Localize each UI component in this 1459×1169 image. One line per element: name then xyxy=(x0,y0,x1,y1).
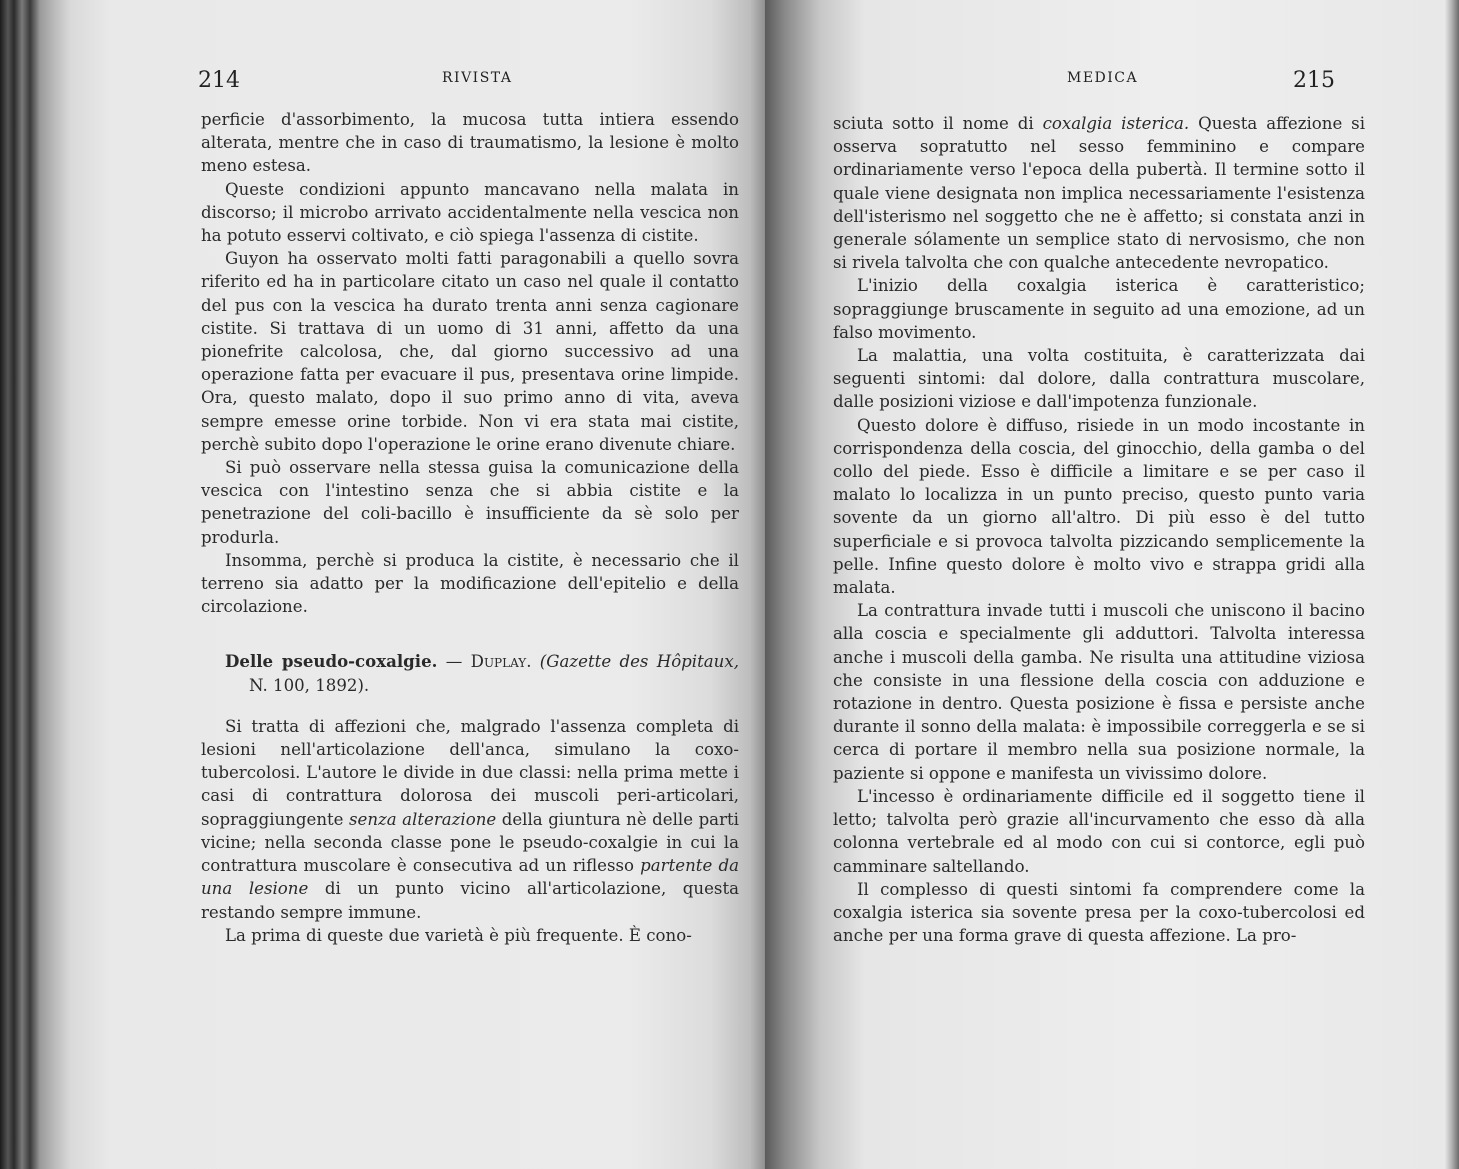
left-page xyxy=(70,0,765,1169)
right-page-number: 215 xyxy=(1293,68,1335,93)
section-heading xyxy=(225,650,739,696)
paragraph: Guyon ha osservato molti fatti paragonabili a quello sovra riferito ed ha in particolare citato un caso nel quale il contatto del pus con la vescica ha durato trenta anni senza cagionare cistite. Si trattava di un uomo di 31 anni, affetto da una pionefrite calcolosa, che, dal giorno successivo ad una operazione fatta per evacuare il pus, presentava orine limpide. Ora, questo malato, dopo il suo primo anno di vita, aveva sempre emesse orine torbide. Non vi era stata mai cistite, perchè subito dopo l'operazione le orine erano divenute chiare. xyxy=(201,249,739,454)
paragraph: L'inizio della coxalgia isterica è caratteristico; sopraggiunge bruscamente in seguito ad una emozione, ad un falso movimento. xyxy=(833,276,1365,342)
paragraph: Queste condizioni appunto mancavano nella malata in discorso; il microbo arrivato accidentalmente nella vescica non ha potuto esservi coltivato, e ciò spiega l'assenza di cistite. xyxy=(201,179,739,246)
right-page xyxy=(765,0,1445,1169)
section-title: Delle pseudo-coxalgie. xyxy=(225,651,438,672)
paragraph: La contrattura invade tutti i muscoli che uniscono il bacino alla coscia e specialmente gli adduttori. Talvolta interessa anche i muscoli della gamba. Ne risulta una attitudine viziosa che consiste in una flessione della coscia con adduzione e rotazione in dentro. Questa posizione è fissa e persiste anche durante il sonno della malata: è impossibile correggerla e se si cerca di portare il membro nella sua posizione normale, la paziente si oppone e manifesta un vivissimo dolore. xyxy=(833,601,1365,783)
paragraph: Insomma, perchè si produca la cistite, è necessario che il terreno sia adatto per la modificazione dell'epitelio e della circolazione. xyxy=(201,550,739,617)
left-page-text xyxy=(201,108,739,947)
text-run-italic: coxalgia isterica. xyxy=(1042,114,1190,133)
section-author: Duplay. xyxy=(470,652,532,672)
paragraph: Questo dolore è diffuso, risiede in un modo incostante in corrispondenza della coscia, del ginocchio, della gamba o del collo del piede. Esso è difficile a limitare e se per caso il malato lo localizza in un punto preciso, questo punto varia sovente da un giorno all'altro. Di più esso è del tutto superficiale e si provoca talvolta pizzicando semplicemente la pelle. Infine questo dolore è molto vivo e strappa gridi alla malata. xyxy=(833,415,1365,598)
section-source: (Gazette des Hôpitaux, xyxy=(539,652,739,672)
text-run: della giuntura nè delle parti vicine; nella seconda classe pone le pseudo-coxalgie in cui la contrattura muscolare è consecutiva ad un riflesso xyxy=(201,809,739,876)
section-dash: — xyxy=(437,652,471,672)
text-run: Si tratta di affezioni che, malgrado l'assenza completa di lesioni nell'articolazione dell'anca, simulano la coxo-tubercolosi. L'autore le divide in due classi: nella prima mette i casi di contrattura dolorosa dei muscoli peri-articolari, sopraggiungente xyxy=(201,716,739,829)
text-run-italic: partente da una lesione xyxy=(201,856,739,899)
paragraph: La prima di queste due varietà è più frequente. È cono- xyxy=(225,925,692,945)
paragraph xyxy=(833,112,1365,274)
text-run: di un punto vicino all'articolazione, questa restando sempre immune. xyxy=(201,879,739,922)
paragraph: perficie d'assorbimento, la mucosa tutta intiera essendo alterata, mentre che in caso di traumatismo, la lesione è molto meno estesa. xyxy=(201,110,739,176)
text-run: sciuta sotto il nome di xyxy=(833,114,1043,133)
book-edge-right xyxy=(1445,0,1459,1169)
left-running-head: RIVISTA xyxy=(442,70,513,86)
paragraph: Il complesso di questi sintomi fa comprendere come la coxalgia isterica sia sovente presa per la coxo-tubercolosi ed anche per una forma grave di questa affezione. La pro- xyxy=(833,879,1365,946)
text-run: Questa affezione si osserva sopratutto nel sesso femminino e compare ordinariamente verso l'epoca della pubertà. Il termine sotto il quale viene designata non implica necessariamente l'esistenza dell'isterismo nel soggetto che ne è affetto; si constata anzi in generale sólamente un semplice stato di nervosismo, che non si rivela talvolta che con qualche antecedente nevropatico. xyxy=(833,114,1366,273)
left-page-number: 214 xyxy=(198,68,240,93)
text-run-italic: senza alterazione xyxy=(349,809,497,829)
paragraph xyxy=(201,715,739,924)
section-source-rest: N. 100, 1892). xyxy=(249,675,370,695)
right-running-head: MEDICA xyxy=(1067,70,1139,86)
book-edge-left xyxy=(0,0,70,1169)
paragraph: Si può osservare nella stessa guisa la comunicazione della vescica con l'intestino senza che si abbia cistite e la penetrazione del coli-bacillo è insufficiente da sè solo per produrla. xyxy=(201,458,739,547)
right-page-text xyxy=(833,112,1365,947)
paragraph: La malattia, una volta costituita, è caratterizzata dai seguenti sintomi: dal dolore, dalla contrattura muscolare, dalle posizioni viziose e dall'impotenza funzionale. xyxy=(833,346,1365,412)
paragraph: L'incesso è ordinariamente difficile ed il soggetto tiene il letto; talvolta però grazie all'incurvamento che esso dà alla colonna vertebrale ed al modo con cui si contorce, egli può camminare saltellando. xyxy=(833,786,1365,876)
